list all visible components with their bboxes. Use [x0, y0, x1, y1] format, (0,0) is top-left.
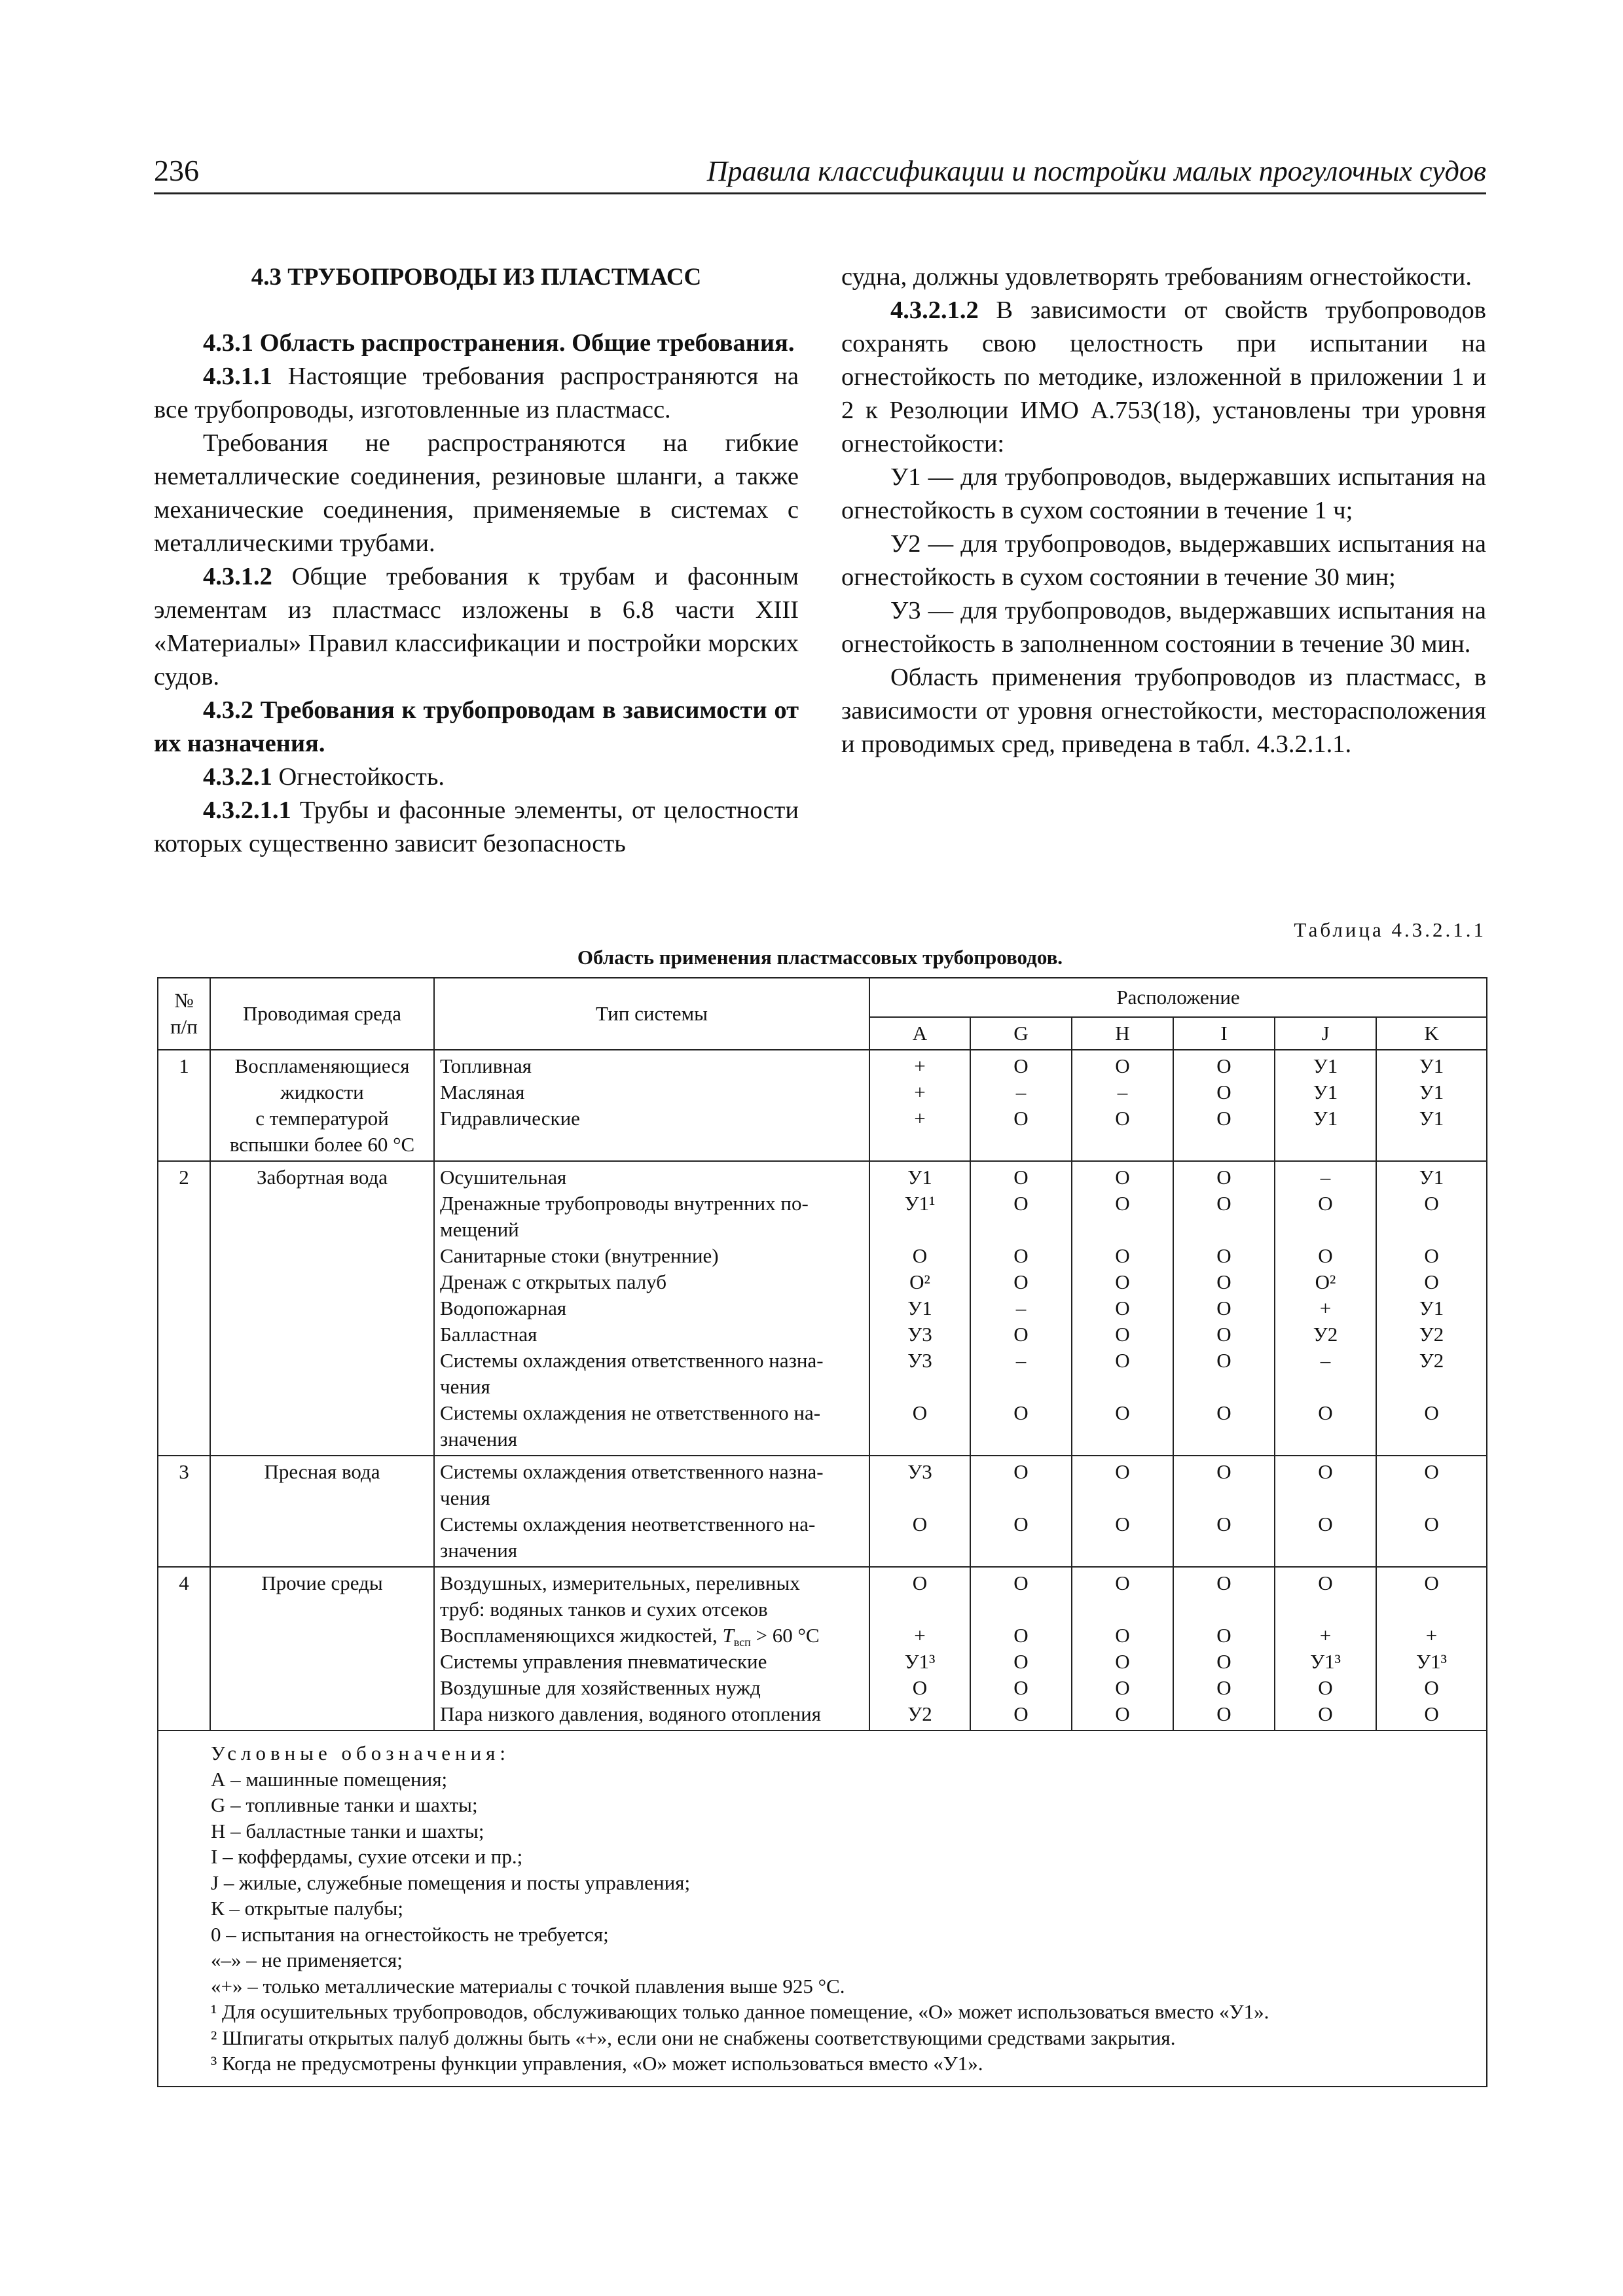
value: – — [1015, 1297, 1027, 1319]
value: О — [912, 1513, 928, 1535]
value: О — [1216, 1192, 1231, 1215]
medium-line: Воспламеняющиеся — [234, 1054, 410, 1077]
value-cell-h — [1072, 1456, 1173, 1567]
system-line: Системы охлаждения неответственного на- — [440, 1513, 816, 1535]
value: У1 — [1419, 1054, 1444, 1077]
header-num: № п/п — [158, 978, 210, 1050]
system-cell — [434, 1161, 869, 1456]
value: О — [1216, 1702, 1231, 1725]
legend-title: Условные обозначения: — [211, 1742, 511, 1765]
paragraph-level-u1: У1 — для трубопроводов, выдержавших испытания на огнестойкость в сухом состоянии в течение 1 ч; — [841, 463, 1486, 524]
system-cell — [434, 1456, 869, 1567]
paragraph-4-3-1-2 — [154, 560, 799, 694]
legend-item: К – открытые палубы; — [211, 1897, 403, 1920]
clause-number: 4.3.2.1.2 — [890, 296, 979, 324]
page-number: 236 — [154, 154, 199, 187]
paragraph-exclusions: Требования не распространяются на гибкие неметаллические соединения, резиновые шланги, а также механические соединения, применяемые в системах с металлическими трубами. — [154, 429, 799, 557]
paragraph-continued: судна, должны удовлетворять требованиям огнестойкости. — [841, 263, 1472, 291]
value: + — [914, 1624, 926, 1647]
legend-item: ³ Когда не предусмотрены функции управления, «О» может использоваться вместо «У1». — [211, 2052, 983, 2075]
section-title: 4.3 ТРУБОПРОВОДЫ ИЗ ПЛАСТМАСС — [251, 264, 702, 291]
value: – — [1320, 1166, 1331, 1189]
value-cell-i — [1173, 1161, 1275, 1456]
medium-line: Пресная вода — [264, 1460, 380, 1483]
value: О — [1013, 1650, 1029, 1673]
legend-item: А – машинные помещения; — [211, 1767, 448, 1791]
value: О — [1216, 1349, 1231, 1372]
value: О — [1013, 1166, 1029, 1189]
value: – — [1015, 1349, 1027, 1372]
medium-line: Прочие среды — [261, 1571, 383, 1594]
clause-number: 4.3.1.2 — [203, 563, 272, 590]
value: У2 — [1419, 1349, 1444, 1372]
value: + — [914, 1107, 926, 1130]
legend-item: ² Шпигаты открытых палуб должны быть «+», если они не снабжены соответствующими средствами закрытия. — [211, 2026, 1176, 2049]
system-line: Водопожарная — [440, 1297, 567, 1319]
table-row — [158, 1456, 1487, 1567]
value: О — [1115, 1270, 1130, 1293]
value: О — [1424, 1702, 1439, 1725]
header-location: Расположение — [869, 978, 1487, 1017]
system-cell — [434, 1567, 869, 1731]
value: О — [1115, 1166, 1130, 1189]
system-line: чения — [440, 1375, 490, 1398]
value: + — [914, 1054, 926, 1077]
medium-line: с температурой — [255, 1107, 389, 1130]
value: О — [1318, 1460, 1333, 1483]
value: О — [1216, 1401, 1231, 1424]
value: О — [1013, 1107, 1029, 1130]
value: – — [1015, 1081, 1027, 1103]
value: О — [1424, 1460, 1439, 1483]
value: О — [1013, 1571, 1029, 1594]
value: У1 — [1419, 1107, 1444, 1130]
value: У2 — [1419, 1323, 1444, 1346]
value: О² — [1315, 1270, 1336, 1293]
row-number: 3 — [158, 1456, 210, 1567]
value: О — [1216, 1650, 1231, 1673]
system-line: Дренаж с открытых палуб — [440, 1270, 667, 1293]
value: У1 — [907, 1166, 932, 1189]
table-label: Таблица 4.3.2.1.1 — [1294, 918, 1486, 941]
value: + — [914, 1081, 926, 1103]
value: О — [1013, 1270, 1029, 1293]
value: О — [1216, 1323, 1231, 1346]
value: О — [1318, 1401, 1333, 1424]
value-cell-i — [1173, 1456, 1275, 1567]
value: О — [1115, 1460, 1130, 1483]
value: У2 — [1313, 1323, 1338, 1346]
value: + — [1425, 1624, 1438, 1647]
right-column — [841, 260, 1486, 761]
value: О — [912, 1571, 928, 1594]
system-line: Системы охлаждения не ответственного на- — [440, 1401, 821, 1424]
value: О — [1115, 1401, 1130, 1424]
value: – — [1320, 1349, 1331, 1372]
value: О — [1115, 1702, 1130, 1725]
value-cell-i — [1173, 1050, 1275, 1161]
value: О — [1115, 1349, 1130, 1372]
row-number: 1 — [158, 1050, 210, 1161]
medium-cell — [210, 1050, 434, 1161]
clause-number: 4.3.2.1 — [203, 763, 272, 791]
paragraph-application-scope: Область применения трубопроводов из пластмасс, в зависимости от уровня огнестойкости, месторасположения и проводимых сред, приведена в табл. 4.3.2.1.1. — [841, 664, 1486, 758]
value: О — [1013, 1054, 1029, 1077]
value: О — [1216, 1297, 1231, 1319]
legend-item: «+» – только металлические материалы с точкой плавления выше 925 °С. — [211, 1974, 845, 1998]
header-col-g: G — [970, 1017, 1072, 1050]
value-cell-g — [970, 1567, 1072, 1731]
clause-text: Общие требования к трубам и фасонным элементам из пластмасс изложены в 6.8 части XIII «Материалы» Правил классификации и постройки морских судов. — [154, 563, 799, 691]
system-line: Санитарные стоки (внутренние) — [440, 1244, 719, 1267]
clause-text: Трубы и фасонные элементы, от целостности которых существенно зависит безопасность — [154, 797, 799, 857]
value: О — [1424, 1513, 1439, 1535]
header-system: Тип системы — [434, 978, 869, 1050]
value-cell-j — [1275, 1567, 1376, 1731]
value: О — [1216, 1571, 1231, 1594]
header-col-a: A — [869, 1017, 970, 1050]
value: О — [1424, 1192, 1439, 1215]
table-row — [158, 1567, 1487, 1731]
value: О — [1013, 1624, 1029, 1647]
clause-number: 4.3.2.1.1 — [203, 797, 291, 824]
system-line: Топливная — [440, 1054, 532, 1077]
value: О — [1424, 1571, 1439, 1594]
legend-item: 0 – испытания на огнестойкость не требуется; — [211, 1922, 609, 1946]
clause-heading: 4.3.2 Требования к трубопроводам в зависимости от их назначения. — [154, 696, 799, 757]
system-line: Балластная — [440, 1323, 538, 1346]
value: О — [1115, 1297, 1130, 1319]
paragraph-4-3-2-1-2 — [841, 294, 1486, 461]
value: О — [1013, 1676, 1029, 1699]
value: О — [1115, 1624, 1130, 1647]
value: О — [1216, 1270, 1231, 1293]
value: О² — [909, 1270, 930, 1293]
value: У1 — [1313, 1054, 1338, 1077]
table-body — [158, 1050, 1487, 1731]
value: О — [1424, 1244, 1439, 1267]
value: О — [1115, 1650, 1130, 1673]
legend-item: J – жилые, служебные помещения и посты управления; — [211, 1871, 691, 1894]
value: О — [1216, 1513, 1231, 1535]
header-col-h: H — [1072, 1017, 1173, 1050]
system-line: Масляная — [440, 1081, 525, 1103]
value-cell-a — [869, 1456, 970, 1567]
value-cell-h — [1072, 1050, 1173, 1161]
value: О — [1216, 1166, 1231, 1189]
value: О — [1424, 1676, 1439, 1699]
value: У1 — [1313, 1081, 1338, 1103]
paragraph-level-u3: У3 — для трубопроводов, выдержавших испытания на огнестойкость в заполненном состоянии в течение 30 мин. — [841, 597, 1486, 658]
clause-text: Огнестойкость. — [272, 763, 445, 791]
page-header — [154, 149, 1486, 194]
value: О — [1424, 1270, 1439, 1293]
value: О — [1318, 1676, 1333, 1699]
value: О — [1318, 1702, 1333, 1725]
header-col-i: I — [1173, 1017, 1275, 1050]
value: У1 — [1313, 1107, 1338, 1130]
value: О — [1013, 1401, 1029, 1424]
value: У1³ — [904, 1650, 936, 1673]
value: О — [1115, 1513, 1130, 1535]
system-line: значения — [440, 1427, 518, 1450]
value: О — [1115, 1054, 1130, 1077]
value: О — [1318, 1571, 1333, 1594]
value: У1¹ — [904, 1192, 936, 1215]
system-line: значения — [440, 1539, 518, 1562]
system-line: Системы охлаждения ответственного назна- — [440, 1460, 824, 1483]
pipeline-application-table — [157, 977, 1487, 2087]
value-cell-k — [1376, 1456, 1487, 1567]
left-column — [154, 260, 799, 861]
value-cell-a — [869, 1050, 970, 1161]
legend-item: G – топливные танки и шахты; — [211, 1793, 478, 1816]
value: У1³ — [1310, 1650, 1341, 1673]
value-cell-j — [1275, 1050, 1376, 1161]
clause-text: Настоящие требования распространяются на все трубопроводы, изготовленные из пластмасс. — [154, 363, 799, 423]
value-cell-a — [869, 1161, 970, 1456]
clause-heading: 4.3.1 Область распространения. Общие требования. — [203, 329, 795, 357]
paragraph-4-3-2 — [154, 694, 799, 761]
value: О — [1216, 1460, 1231, 1483]
value-cell-h — [1072, 1161, 1173, 1456]
header-col-k: K — [1376, 1017, 1487, 1050]
paragraph-level-u2: У2 — для трубопроводов, выдержавших испытания на огнестойкость в сухом состоянии в течение 30 мин; — [841, 530, 1486, 591]
value: У3 — [907, 1349, 932, 1372]
table-title: Область применения пластмассовых трубопроводов. — [577, 946, 1063, 969]
value-cell-k — [1376, 1050, 1487, 1161]
system-line: Воздушные для хозяйственных нужд — [440, 1676, 761, 1699]
value: О — [1216, 1107, 1231, 1130]
system-line: чения — [440, 1486, 490, 1509]
system-line: Воспламеняющихся жидкостей, $Т_{всп} > 60$ °С — [440, 1624, 820, 1649]
medium-line: Забортная вода — [256, 1166, 388, 1189]
value: О — [1013, 1513, 1029, 1535]
medium-cell — [210, 1456, 434, 1567]
value: О — [1216, 1676, 1231, 1699]
value: О — [1216, 1244, 1231, 1267]
value: О — [1115, 1107, 1130, 1130]
value-cell-g — [970, 1161, 1072, 1456]
table-container — [157, 977, 1486, 2087]
legend-item: Н – балластные танки и шахты; — [211, 1819, 484, 1842]
system-line: Гидравлические — [440, 1107, 580, 1130]
value-cell-g — [970, 1456, 1072, 1567]
value: У1 — [1419, 1166, 1444, 1189]
system-line: мещений — [440, 1218, 519, 1241]
value: О — [1115, 1244, 1130, 1267]
legend-item: ¹ Для осушительных трубопроводов, обслуживающих только данное помещение, «О» может использоваться вместо «У1». — [211, 2000, 1269, 2023]
value: У3 — [907, 1460, 932, 1483]
value: О — [1013, 1460, 1029, 1483]
value: + — [1319, 1297, 1332, 1319]
system-line: труб: водяных танков и сухих отсеков — [440, 1598, 768, 1621]
value-cell-j — [1275, 1456, 1376, 1567]
value: О — [1013, 1702, 1029, 1725]
clause-number: 4.3.1.1 — [203, 363, 272, 390]
system-cell — [434, 1050, 869, 1161]
value: У2 — [907, 1702, 932, 1725]
value: О — [1318, 1513, 1333, 1535]
value: О — [912, 1401, 928, 1424]
value: – — [1117, 1081, 1128, 1103]
value: О — [1013, 1323, 1029, 1346]
system-line: Воздушных, измерительных, переливных — [440, 1571, 800, 1594]
value-cell-g — [970, 1050, 1072, 1161]
value-cell-a — [869, 1567, 970, 1731]
table-row — [158, 1161, 1487, 1456]
row-number: 2 — [158, 1161, 210, 1456]
table-row — [158, 1050, 1487, 1161]
legend — [158, 1731, 1487, 2087]
header-col-j: J — [1275, 1017, 1376, 1050]
medium-line: жидкости — [280, 1081, 364, 1103]
paragraph-4-3-2-1-1 — [154, 794, 799, 861]
value: О — [1424, 1401, 1439, 1424]
value: О — [1115, 1192, 1130, 1215]
value: У1 — [907, 1297, 932, 1319]
value: О — [912, 1244, 928, 1267]
paragraph-4-3-2-1 — [154, 761, 799, 794]
value: О — [1318, 1244, 1333, 1267]
value: У3 — [907, 1323, 932, 1346]
paragraph-4-3-1-1 — [154, 360, 799, 427]
value: О — [912, 1676, 928, 1699]
medium-line: вспышки более 60 °С — [229, 1133, 415, 1156]
paragraph-4-3-1 — [154, 327, 799, 360]
medium-cell — [210, 1161, 434, 1456]
value: О — [1115, 1676, 1130, 1699]
value: О — [1216, 1054, 1231, 1077]
value: О — [1013, 1244, 1029, 1267]
value: О — [1216, 1081, 1231, 1103]
medium-cell — [210, 1567, 434, 1731]
value-cell-i — [1173, 1567, 1275, 1731]
value: У1 — [1419, 1297, 1444, 1319]
system-line: Осушительная — [440, 1166, 567, 1189]
value: О — [1318, 1192, 1333, 1215]
value: О — [1013, 1192, 1029, 1215]
system-line: Системы охлаждения ответственного назна- — [440, 1349, 824, 1372]
value-cell-k — [1376, 1567, 1487, 1731]
value-cell-j — [1275, 1161, 1376, 1456]
system-line: Пара низкого давления, водяного отопления — [440, 1702, 822, 1725]
value-cell-h — [1072, 1567, 1173, 1731]
value: У1³ — [1416, 1650, 1447, 1673]
value: О — [1115, 1323, 1130, 1346]
value: О — [1115, 1571, 1130, 1594]
value: О — [1216, 1624, 1231, 1647]
value-cell-k — [1376, 1161, 1487, 1456]
clause-text: В зависимости от свойств трубопроводов сохранять свою целостность при испытании на огнестойкость по методике, изложенной в приложении 1 и 2 к Резолюции ИМО А.753(18), установлены три уровня огнестойкости: — [841, 296, 1486, 457]
value: У1 — [1419, 1081, 1444, 1103]
system-line: Системы управления пневматические — [440, 1650, 767, 1673]
legend-item: «–» – не применяется; — [211, 1948, 403, 1971]
value: + — [1319, 1624, 1332, 1647]
header-medium: Проводимая среда — [210, 978, 434, 1050]
row-number: 4 — [158, 1567, 210, 1731]
system-line: Дренажные трубопроводы внутренних по- — [440, 1192, 809, 1215]
legend-item: I – коффердамы, сухие отсеки и пр.; — [211, 1845, 523, 1868]
running-title: Правила классификации и постройки малых прогулочных судов — [706, 155, 1486, 187]
